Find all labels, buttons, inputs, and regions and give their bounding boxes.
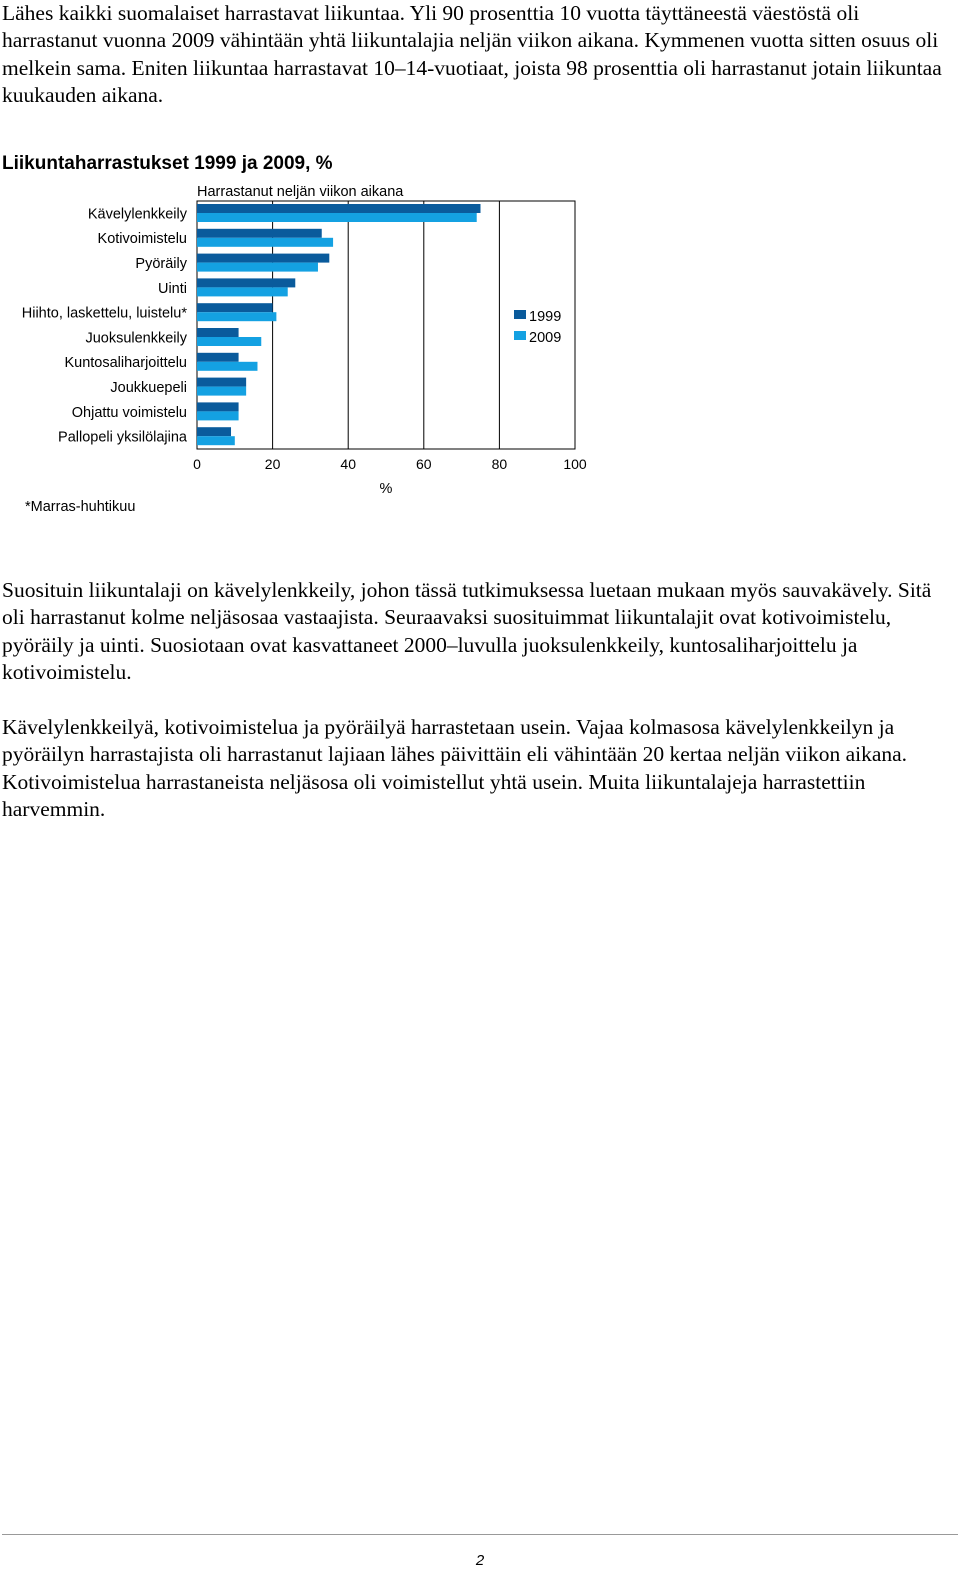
bar (197, 213, 477, 222)
legend-swatch (514, 310, 526, 319)
bar (197, 427, 231, 436)
bar (197, 378, 246, 387)
chart-subtitle: Harrastanut neljän viikon aikana (197, 184, 404, 200)
bar (197, 204, 481, 213)
bar (197, 278, 295, 287)
bar (197, 328, 239, 337)
category-label: Hiihto, laskettelu, luistelu* (21, 305, 187, 322)
x-tick-label: 0 (193, 456, 201, 472)
bar (197, 287, 288, 296)
bar (197, 353, 239, 362)
x-tick-label: 60 (416, 456, 432, 472)
frequency-paragraph: Kävelylenkkeilyä, kotivoimistelua ja pyöräilyä harrastetaan usein. Vajaa kolmasosa kävelylenkkeilyn ja pyöräilyn harrastajista oli harrastanut lajiaan lähes päivittäin eli vähintään 20 kertaa neljän viikon aikana. Kotivoimistelua harrastaneista neljäsosa oli voimistellut yhtä usein. Muita liikuntalajeja harrastettiin harvemmin. (2, 715, 908, 821)
bar (197, 263, 318, 272)
popular-sports-paragraph: Suosituin liikuntalaji on kävelylenkkeily, johon tässä tutkimuksessa luetaan mukaan myös sauvakävely. Sitä oli harrastanut kolme neljäsosaa vastaajista. Seuraavaksi suosituimmat liikuntalajit ovat kotivoimistelu, pyöräily ja uinti. Suosiotaan ovat kasvattaneet 2000–luvulla juoksulenkkeily, kuntosaliharjoittelu ja kotivoimistelu. (2, 578, 932, 684)
x-tick-label: 100 (563, 456, 587, 472)
page-number: 2 (475, 1552, 485, 1569)
category-label: Pyöräily (135, 256, 187, 272)
x-tick-label: 80 (491, 456, 508, 472)
legend-label: 2009 (529, 330, 562, 346)
legend-label: 1999 (529, 309, 562, 325)
category-label: Kotivoimistelu (97, 231, 187, 248)
bar-chart (0, 140, 620, 530)
bar (197, 436, 235, 445)
category-label: Ohjattu voimistelu (71, 404, 187, 421)
category-label: Kuntosaliharjoittelu (64, 355, 187, 372)
bar (197, 303, 273, 312)
category-label: Uinti (157, 280, 187, 297)
intro-paragraph: Lähes kaikki suomalaiset harrastavat liikuntaa. Yli 90 prosenttia 10 vuotta täyttäneestä väestöstä oli harrastanut vuonna 2009 vähintään yhtä liikuntalajia neljän viikon aikana. Kymmenen vuotta sitten osuus oli melkein sama. Eniten liikuntaa harrastavat 10–14-vuotiaat, joista 98 prosenttia oli harrastanut jotain liikuntaa kuukauden aikana. (2, 1, 942, 107)
bar (197, 254, 329, 263)
bar (197, 411, 239, 420)
bar (197, 402, 239, 411)
bar (197, 229, 322, 238)
bar (197, 238, 333, 247)
bar (197, 362, 257, 371)
x-axis-label: % (379, 481, 393, 497)
category-label: Joukkuepeli (110, 380, 187, 396)
x-tick-label: 40 (340, 456, 356, 472)
footer-divider (2, 1534, 958, 1535)
footnote: *Marras-huhtikuu (25, 499, 136, 515)
chart-title: Liikuntaharrastukset 1999 ja 2009, % (2, 153, 333, 174)
bar (197, 312, 276, 321)
x-tick-label: 20 (264, 456, 281, 472)
bar (197, 337, 261, 346)
legend-swatch (514, 331, 526, 340)
category-label: Kävelylenkkeily (87, 206, 187, 223)
bar (197, 387, 246, 396)
category-label: Pallopeli yksilölajina (58, 429, 187, 446)
category-label: Juoksulenkkeily (85, 330, 187, 347)
